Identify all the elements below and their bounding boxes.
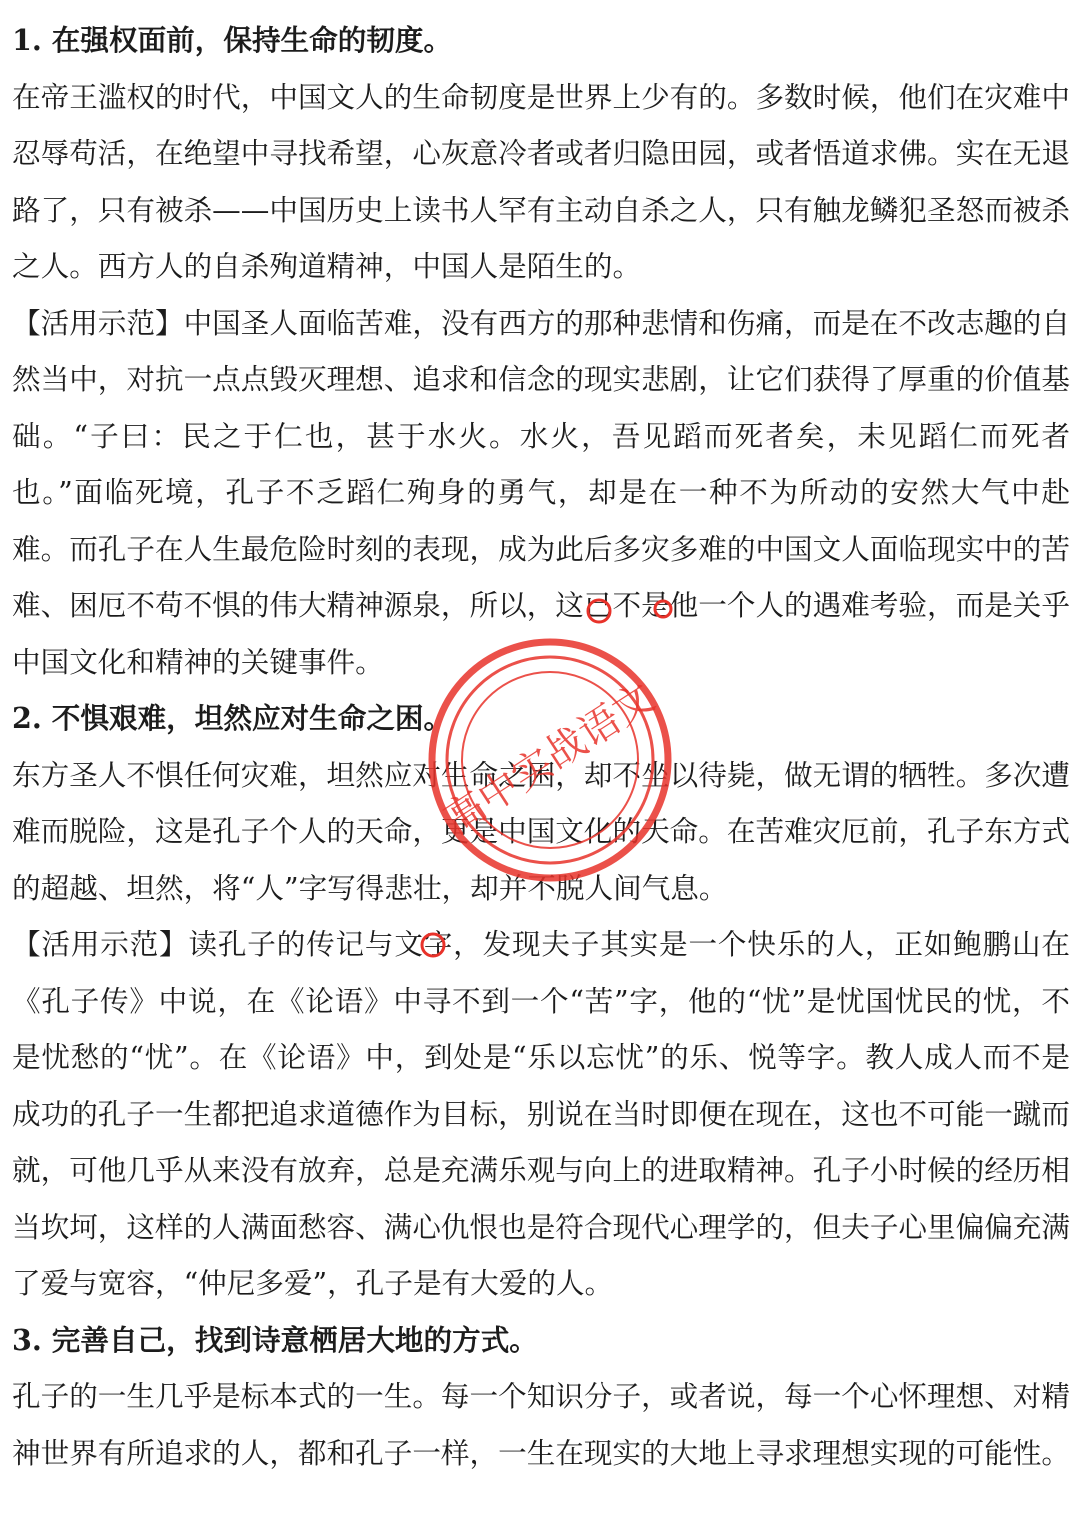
section-2-example: 【活用示范】读孔子的传记与文字，发现夫子其实是一个快乐的人，正如鲍鹏山在《孔子传》中说，在《论语》中寻不到一个“苦”字，他的“忧”是忧国忧民的忧，不是忧愁的“忧”。在《论语》中，到处是“乐以忘忧”的乐、悦等字。教人成人而不是成功的孔子一生都把追求道德作为目标，别说在当时即便在现在，这也不可能一蹴而就，可他几乎从来没有放弃，总是充满乐观与向上的进取精神。孔子小时候的经历相当坎坷，这样的人满面愁容、满心仇恨也是符合现代心理学的，但夫子心里偏偏充满了爱与宽容，“仲尼多爱”，孔子是有大爱的人。: [12, 927, 1070, 1300]
section-1-body: 在帝王滥权的时代，中国文人的生命韧度是世界上少有的。多数时候，他们在灾难中忍辱苟活，在绝望中寻找希望，心灰意冷者或者归隐田园，或者悟道求佛。实在无退路了，只有被杀——中国历史上读书人罕有主动自杀之人，只有触龙鳞犯圣怒而被杀之人。西方人的自杀殉道精神，中国人是陌生的。: [12, 79, 1070, 283]
section-1-heading: 1. 在强权面前，保持生命的韧度。: [12, 23, 453, 57]
watermark-stamp-text: 高中实战语文: [436, 674, 663, 844]
section-2-body: 东方圣人不惧任何灾难，坦然应对生命之困，却不坐以待毙，做无谓的牺牲。多次遭难而脱险，这是孔子个人的天命，更是中国文化的天命。在苦难灾厄前，孔子东方式的超越、坦然，将“人”字写得悲壮，却并不脱人间气息。: [12, 757, 1070, 905]
section-3-body: 孔子的一生几乎是标本式的一生。每一个知识分子，或者说，每一个心怀理想、对精神世界有所追求的人，都和孔子一样，一生在现实的大地上寻求理想实现的可能性。: [12, 1379, 1070, 1470]
section-1-example: 【活用示范】中国圣人面临苦难，没有西方的那种悲情和伤痛，而是在不改志趣的自然当中，对抗一点点毁灭理想、追求和信念的现实悲剧，让它们获得了厚重的价值基础。“子曰：民之于仁也，甚于水火。水火，吾见蹈而死者矣，未见蹈仁而死者也。”面临死境，孔子不乏蹈仁殉身的勇气，却是在一种不为所动的安然大气中赴难。而孔子在人生最危险时刻的表现，成为此后多灾多难的中国文人面临现实中的苦难、困厄不苟不惧的伟大精神源泉，所以，这已不是他一个人的遇难考验，而是关乎中国文化和精神的关键事件。: [12, 305, 1070, 679]
section-2-heading: 2. 不惧艰难，坦然应对生命之困。: [12, 701, 453, 735]
section-3-heading: 3. 完善自己，找到诗意栖居大地的方式。: [12, 1322, 538, 1357]
document-page: [12, 12, 1070, 1481]
